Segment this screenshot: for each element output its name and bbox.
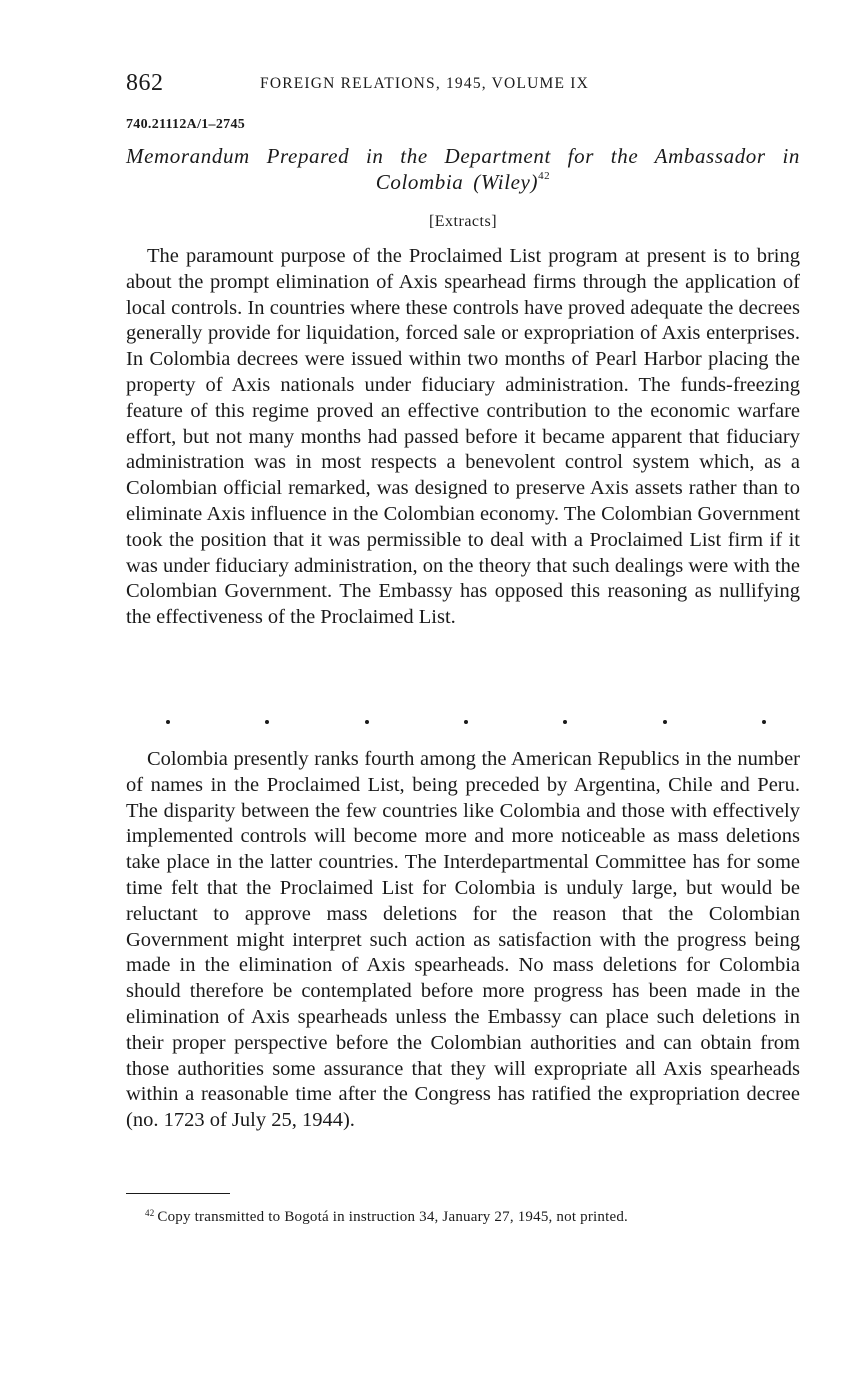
footnote-divider	[126, 1193, 230, 1194]
footnote-number: 42	[145, 1208, 155, 1218]
body-paragraph-2: Colombia presently ranks fourth among the American Republics in the number of names in the Proclaimed List, being preceded by Argentina, Chile and Peru. The disparity between the few countries like Colombia and those with effectively implemented controls will become more and more noticeable as mass deletions take place in the latter countries. The Interdepartmental Committee has for some time felt that the Proclaimed List for Colombia is unduly large, but would be reluctant to approve mass deletions for the reason that the Colombian Government might interpret such action as satisfaction with the progress being made in the elimination of Axis spearheads. No mass deletions for Colombia should therefore be contemplated before more progress has been made in the elimination of Axis spearheads unless the Embassy can place such deletions in their proper perspective before the Colombian authorities and can obtain from those authorities some assurance that they will expropriate all Axis spearheads within a reasonable time after the Congress has ratified the expropriation decree (no. 1723 of July 25, 1944).	[126, 748, 800, 1132]
document-title-text: Memorandum Prepared in the Department for the Ambassador in Colombia (Wiley)	[126, 144, 800, 194]
running-head	[126, 70, 800, 100]
omission-ellipsis	[166, 720, 766, 740]
ellipsis-dot	[265, 720, 269, 724]
extracts-label: [Extracts]	[428, 213, 498, 230]
ellipsis-dot	[464, 720, 468, 724]
document-title	[126, 143, 800, 195]
ellipsis-dot	[663, 720, 667, 724]
ellipsis-dot	[166, 720, 170, 724]
footnote-text: Copy transmitted to Bogotá in instruction 34, January 27, 1945, not printed.	[157, 1209, 628, 1225]
footnote	[145, 1208, 805, 1226]
ellipsis-dot	[365, 720, 369, 724]
body-paragraph-1: The paramount purpose of the Proclaimed List program at present is to bring about the prompt elimination of Axis spearhead firms through the application of local controls. In countries where these controls have proved adequate the decrees generally provide for liquidation, forced sale or expropriation of Axis enterprises. In Colombia decrees were issued within two months of Pearl Harbor placing the property of Axis nationals under fiduciary administration. The funds-freezing feature of this regime proved an effective contribution to the economic warfare effort, but not many months had passed before it became apparent that fiduciary administration was in most respects a benevolent control system which, as a Colombian official remarked, was designed to preserve Axis assets rather than to eliminate Axis influence in the Colombian economy. The Colombian Government took the position that it was permissible to deal with a Proclaimed List firm if it was under fiduciary administration, on the theory that such dealings were with the Colombian Government. The Embassy has opposed this reasoning as nullifying the effectiveness of the Proclaimed List.	[126, 245, 800, 629]
ellipsis-dot	[563, 720, 567, 724]
file-number: 740.21112A/1–2745	[126, 117, 246, 132]
ellipsis-dot	[762, 720, 766, 724]
journal-title: FOREIGN RELATIONS, 1945, VOLUME IX	[260, 75, 589, 92]
title-footnote-ref[interactable]: 42	[538, 170, 551, 182]
page-number: 862	[126, 70, 164, 96]
